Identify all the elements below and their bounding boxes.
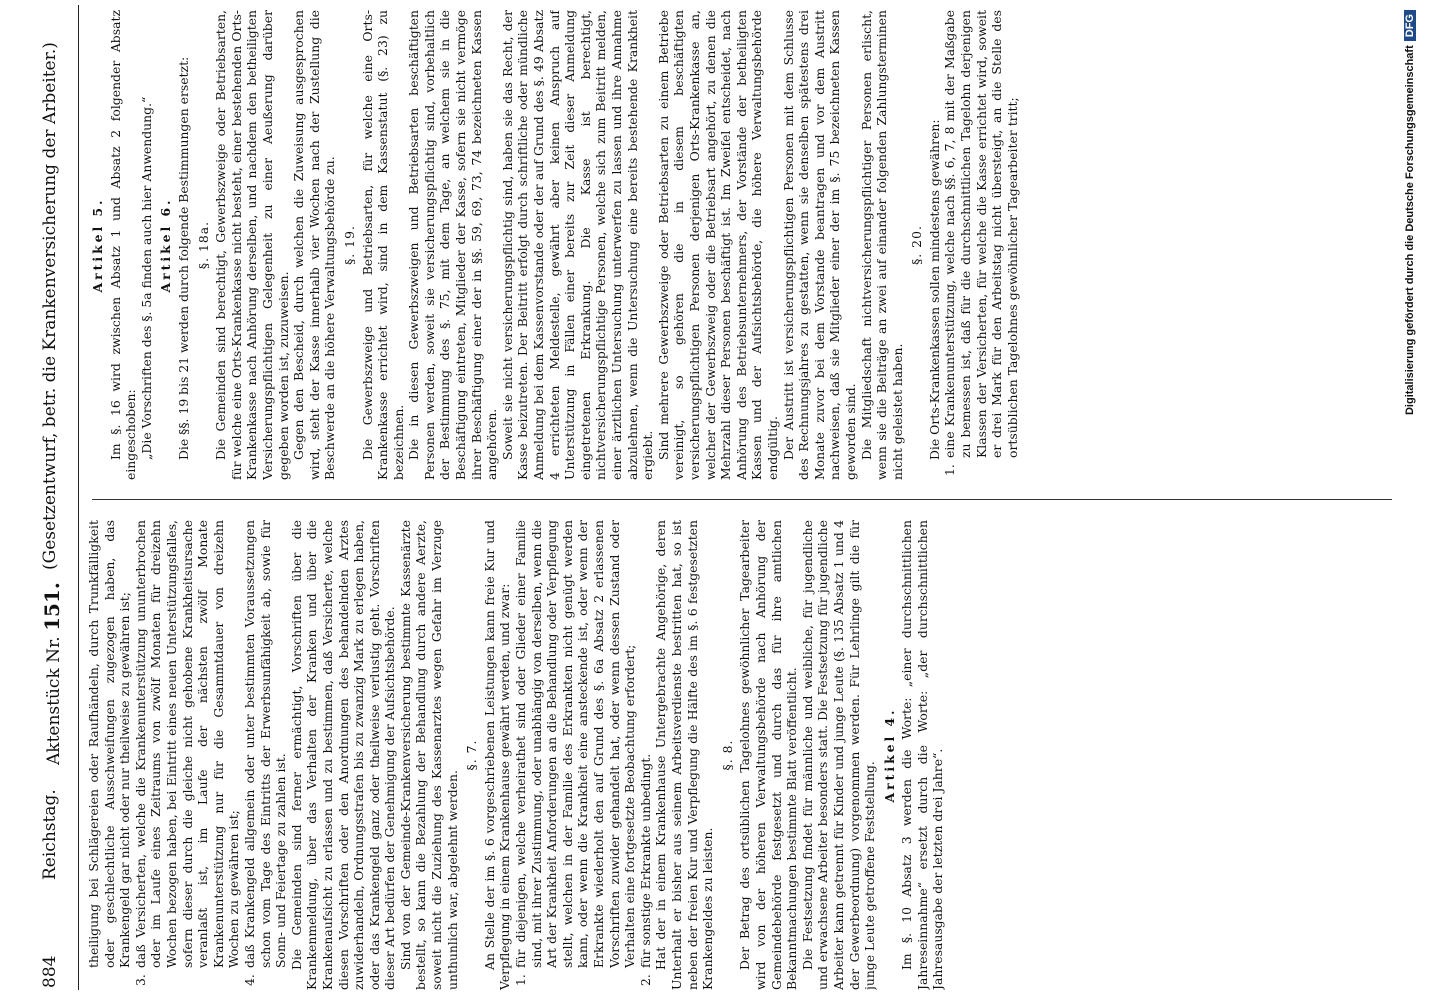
paragraph: An Stelle der im §. 6 vorgeschriebenen Leistungen kann freie Kur und Verpflegung in einem Krankenhause gewährt werden, und zwar:: [481, 520, 513, 990]
paragraph: Sind von der Gemeinde-Krankenversicherung bestimmte Kassenärzte bestellt, so kann die Bezahlung der Behandlung durch andere Aerzte, soweit nicht die Zuziehung des Kassenarztes wegen Gefahr im Verzuge unthunlich war, abgelehnt werden.: [397, 520, 460, 990]
digitization-credit: [1404, 10, 1424, 850]
list-number: 4.: [241, 974, 257, 986]
section-heading: §. 8.: [719, 739, 735, 771]
paragraph: Die Mitgliedschaft nichtversicherungspflichtiger Personen erlischt, wenn sie die Beiträge an zwei auf einander folgenden Zahlungsterminen nicht geleistet haben.: [858, 10, 905, 480]
page-number: 884: [40, 955, 60, 988]
section-heading: §. 7.: [464, 739, 480, 771]
list-text: daß Versicherten, welche die Krankenunterstützung ununterbrochen oder im Laufe eines Zeitraums von zwölf Monaten für dreizehn Wochen bezogen haben, bei Eintritt eines neuen Unterstützungsfalles, sofern dieser durch die gleiche nicht gehobene Krankheitsursache veranlaßt ist, im Laufe der nächsten zwölf Monate Krankenunterstützung nur für die Gesammtdauer von dreizehn Wochen zu gewähren ist;: [132, 520, 242, 968]
paragraph: Sind mehrere Gewerbszweige oder Betriebsarten zu einem Betriebe vereinigt, so gehören die in diesem beschäftigten versicherungspflichtigen Personen derjenigen Orts-Krankenkasse an, welcher der Gewerbszweig oder die Betriebsart angehört, zu denen die Mehrzahl dieser Personen beschäftigt ist. Im Zweifel entscheidet, nach Anhörung des Betriebsunternehmers, der Vorstände der betheiligten Kassen und der Aufsichtsbehörde, die höhere Verwaltungsbehörde endgültig.: [655, 10, 780, 480]
quoted-paragraph: „Die Vorschriften des §. 5a finden auch hier Anwendung.“: [138, 96, 154, 460]
paragraph: Die Festsetzung findet für männliche und weibliche, für jugendliche und erwachsene Arbeiter besonders statt. Die Festsetzung für jugendliche Arbeiter kann getrennt für Kinder und junge Leute (§. 135 Absatz 1 und 4 der Gewerbeordnung) vorgenommen werden. Für Lehrlinge gilt die für junge Leute getroffene Feststellung.: [799, 520, 878, 990]
paragraph: Der Austritt ist versicherungspflichtigen Personen mit dem Schlusse des Rechnungsjahres zu gestatten, wenn sie denselben spätestens drei Monate zuvor bei dem Vorstande beantragen und vor dem Austritt nachweisen, daß sie Mitglieder einer der im §. 75 bezeichneten Kassen geworden sind.: [780, 10, 858, 480]
list-item: [638, 520, 654, 990]
dfg-logo: DFG: [1404, 10, 1416, 41]
list-number: 1.: [942, 464, 958, 476]
section-heading: §. 19.: [341, 225, 357, 265]
document-number: [40, 582, 64, 765]
paragraph: Der Betrag des ortsüblichen Tagelohnes gewöhnlicher Tagearbeiter wird von der höheren Verwaltungsbehörde nach Anhörung der Gemeindebehörde festgesetzt und durch das für ihre amtlichen Bekanntmachungen bestimmte Blatt veröffentlicht.: [737, 520, 800, 990]
list-number: 2.: [637, 974, 653, 986]
paragraph: Im §. 10 Absatz 3 werden die Worte: „einer durchschnittlichen Jahreseinnahme“ ersetzt durch die Worte: „der durchschnittlichen Jahresausgabe der letzten drei Jahre“.: [899, 520, 946, 990]
paragraph: Die §§. 19 bis 21 werden durch folgende Bestimmungen ersetzt:: [175, 56, 191, 460]
document-subject: (Gesetzentwurf, betr. die Krankenversicherung der Arbeiter.): [40, 42, 60, 570]
article-heading: Artikel 6.: [158, 197, 174, 293]
article-heading: Artikel 5.: [90, 197, 105, 293]
paragraph: Die Gewerbszweige und Betriebsarten, für welche eine Orts-Krankenkasse errichtet wird, sind in dem Kassenstatut (§. 23) zu bezeichnen.: [359, 10, 406, 480]
paragraph: Die Orts-Krankenkassen sollen mindestens gewähren:: [926, 119, 942, 460]
document-label: Aktenstück Nr.: [44, 636, 64, 765]
paragraph: Hat der in einem Krankenhause Untergebrachte Angehörige, deren Unterhalt er bisher aus seinem Arbeitsverdienste bestritten hat, so ist neben der freien Kur und Verpflegung die Hälfte des im §. 6 festgesetzten Krankengeldes zu leisten.: [653, 520, 716, 990]
page-header: [40, 0, 70, 1000]
list-text: daß Krankengeld allgemein oder unter bestimmten Voraussetzungen schon vom Tage des Eintritts der Erwerbsunfähigkeit ab, sowie für Sonn- und Feiertage zu zahlen ist.: [241, 520, 289, 968]
document-number-value: 151.: [40, 582, 64, 631]
right-column: [86, 10, 1396, 480]
list-text: für sonstige Erkrankte unbedingt.: [637, 753, 653, 968]
list-item: [133, 520, 242, 990]
list-item: [242, 520, 289, 990]
paragraph: Soweit sie nicht versicherungspflichtig sind, haben sie das Recht, der Kasse beizutreten. Der Beitritt erfolgt durch schriftliche oder mündliche Anmeldung bei dem Kassenvorstande oder der auf Grund des §. 49 Absatz 4 errichteten Meldestelle, gewährt aber keinen Anspruch auf Unterstützung in Fällen einer bereits zur Zeit dieser Anmeldung eingetretenen Erkrankung. Die Kasse ist berechtigt, nichtversicherungspflichtige Personen, welche sich zum Beitritt melden, einer ärztlichen Untersuchung unterwerfen zu lassen und ihre Annahme abzulehnen, wenn die Untersuchung eine bereits bestehende Krankheit ergiebt.: [499, 10, 656, 480]
list-number: 1.: [513, 974, 529, 986]
list-text: eine Krankenunterstützung, welche nach §§. 6, 7, 8 mit der Maßgabe zu bemessen ist, daß für die durchschnittlichen Tagelohn derjenigen Klassen der Versicherten, für welche die Kasse errichtet wird, soweit er drei Mark für den Arbeitstag nicht übersteigt, an die Stelle des ortsüblichen Tagelohnes gewöhnlicher Tagearbeiter tritt;: [942, 10, 1020, 458]
credit-text: Digitalisierung gefördert durch die Deutsche Forschungsgemeinschaft: [1404, 45, 1416, 416]
list-item: [942, 10, 1020, 480]
column-divider: [92, 499, 1392, 500]
left-column: [86, 520, 1396, 990]
list-text: für diejenigen, welche verheirathet sind oder Glieder einer Familie sind, mit ihrer Zustimmung, oder unabhängig von derselben, wenn die Art der Krankheit Anforderungen an die Behandlung oder Verpflegung stellt, welchen in der Familie des Erkrankten nicht genügt werden kann, oder wenn die Krankheit eine ansteckende ist, oder wenn der Erkrankte wiederholt den auf Grund des §. 6a Absatz 2 erlassenen Vorschriften zuwider gehandelt hat, oder wenn dessen Zustand oder Verhalten eine fortgesetzte Beobachtung erfordert;: [513, 520, 638, 968]
section-heading: §. 18a.: [195, 220, 211, 270]
paragraph: Im §. 16 wird zwischen Absatz 1 und Absatz 2 folgender Absatz eingeschoben:: [107, 10, 139, 480]
list-number: 3.: [132, 974, 148, 986]
paragraph: Die Gemeinden sind berechtigt, Gewerbszweige oder Betriebsarten, für welche eine Orts-Krankenkasse nicht besteht, einer bestehenden Orts-Krankenkasse nach Anhörung derselben, und nachdem den betheiligten Versicherungspflichtigen Gelegenheit zu einer Aeußerung darüber gegeben worden ist, zuzuweisen.: [213, 10, 291, 480]
section-heading: §. 20.: [909, 225, 925, 265]
paragraph: Die Gemeinden sind ferner ermächtigt, Vorschriften über die Krankenmeldung, über das Verhalten der Kranken und über die Krankenaufsicht zu erlassen und zu bestimmen, daß Versicherte, welche diesen Vorschriften oder den Anordnungen des behandelnden Arztes zuwiderhandeln, Ordnungsstrafen bis zu zwanzig Mark zu erlegen haben, oder das Krankengeld ganz oder theilweise verlustig geht. Vorschriften dieser Art bedürfen der Genehmigung der Aufsichtsbehörde.: [288, 520, 398, 990]
paragraph: Gegen den Bescheid, durch welchen die Zuweisung ausgesprochen wird, steht der Kasse innerhalb vier Wochen nach der Zustellung die Beschwerde an die höhere Verwaltungsbehörde zu.: [291, 10, 338, 480]
running-title: Reichstag.: [40, 789, 60, 880]
article-heading: Artikel 4.: [881, 707, 897, 803]
paragraph: Die in diesen Gewerbszweigen und Betriebsarten beschäftigten Personen werden, soweit sie versicherungspflichtig sind, vorbehaltlich der Bestimmung des §. 75, mit dem Tage, an welchem sie in die Beschäftigung eintreten, Mitglieder der Kasse, sofern sie nicht vermöge ihrer Beschäftigung einer der in §§. 59, 69, 73, 74 bezeichneten Kassen angehören.: [406, 10, 500, 480]
paragraph: theiligung bei Schlägereien oder Raufhändeln, durch Trunkfälligkeit oder geschlechtliche Ausschweifungen zugezogen haben, das Krankengeld gar nicht oder nur theilweise zu gewähren ist;: [86, 520, 133, 968]
list-item: [513, 520, 638, 990]
header-rule: [78, 5, 79, 990]
